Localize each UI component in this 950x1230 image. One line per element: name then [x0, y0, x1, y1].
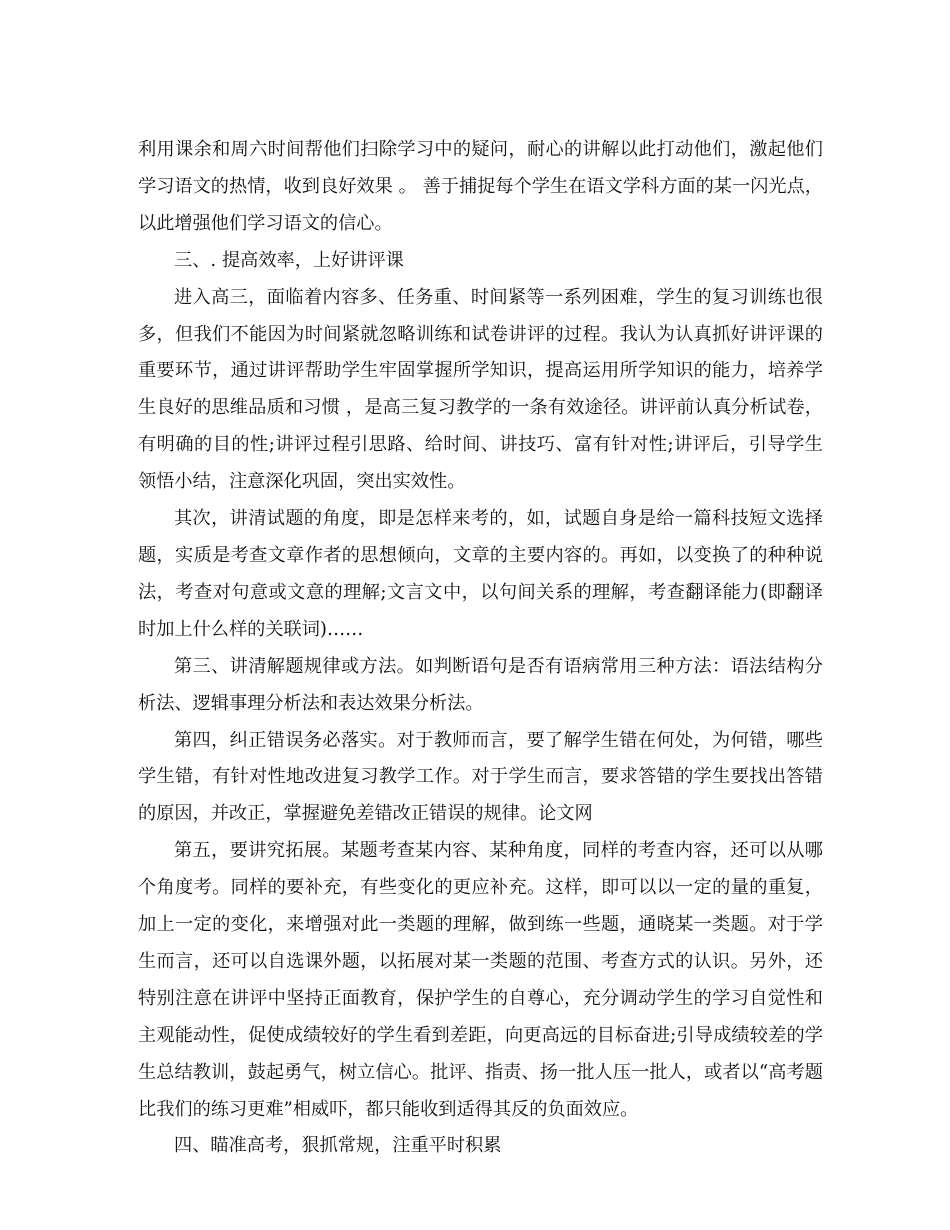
section-heading-4: 四、瞄准高考，狠抓常规，注重平时积累	[174, 1135, 502, 1157]
document-body	[138, 132, 823, 1165]
section-heading-3: 三、. 提高效率，上好讲评课	[174, 249, 404, 271]
paragraph-question-angle: 其次，讲清试题的角度，即是怎样来考的，如，试题自身是给一篇科技短文选择题，实质是考查文章作者的思想倾向，文章的主要内容的。再如，以变换了的种种说法，考查对句意或文意的理解;文言文中，以句间关系的理解，考查翻译能力(即翻译时加上什么样的关联词)……	[138, 508, 823, 640]
paragraph-correct-errors: 第四，纠正错误务必落实。对于教师而言，要了解学生错在何处，为何错，哪些学生错，有针对性地改进复习教学工作。对于学生而言，要求答错的学生要找出答错的原因，并改正，掌握避免差错改正错误的规律。论文网	[138, 729, 823, 825]
paragraph-solving-method: 第三、讲清解题规律或方法。如判断语句是否有语病常用三种方法：语法结构分析法、逻辑事理分析法和表达效果分析法。	[138, 655, 823, 714]
paragraph-senior-three-review: 进入高三，面临着内容多、任务重、时间紧等一系列困难，学生的复习训练也很多，但我们不能因为时间紧就忽略训练和试卷讲评的过程。我认为认真抓好讲评课的重要环节，通过讲评帮助学生牢固掌握所学知识，提高运用所学知识的能力，培养学生良好的思维品质和习惯 ，是高三复习教学的一条有效途径。讲评前认真分析试卷，有明确的目的性;讲评过程引思路、给时间、讲技巧、富有针对性;讲评后，引导学生领悟小结，注意深化巩固，突出实效性。	[138, 286, 823, 493]
paragraph-continuation: 利用课余和周六时间帮他们扫除学习中的疑问，耐心的讲解以此打动他们，激起他们学习语文的热情，收到良好效果 。 善于捕捉每个学生在语文学科方面的某一闪光点，以此增强他们学习语文的信心。	[138, 139, 823, 234]
paragraph-extension: 第五，要讲究拓展。某题考查某内容、某种角度，同样的考查内容，还可以从哪个角度考。同样的要补充，有些变化的更应补充。这样，即可以以一定的量的重复，加上一定的变化，来增强对此一类题的理解，做到练一些题，通晓某一类题。对于学生而言，还可以自选课外题，以拓展对某一类题的范围、考查方式的认识。另外，还特别注意在讲评中坚持正面教育，保护学生的自尊心，充分调动学生的学习自觉性和主观能动性，促使成绩较好的学生看到差距，向更高远的目标奋进;引导成绩较差的学生总结教训，鼓起勇气，树立信心。批评、指责、扬一批人压一批人，或者以“高考题比我们的练习更难”相威吓，都只能收到适得其反的负面效应。	[138, 840, 823, 1120]
